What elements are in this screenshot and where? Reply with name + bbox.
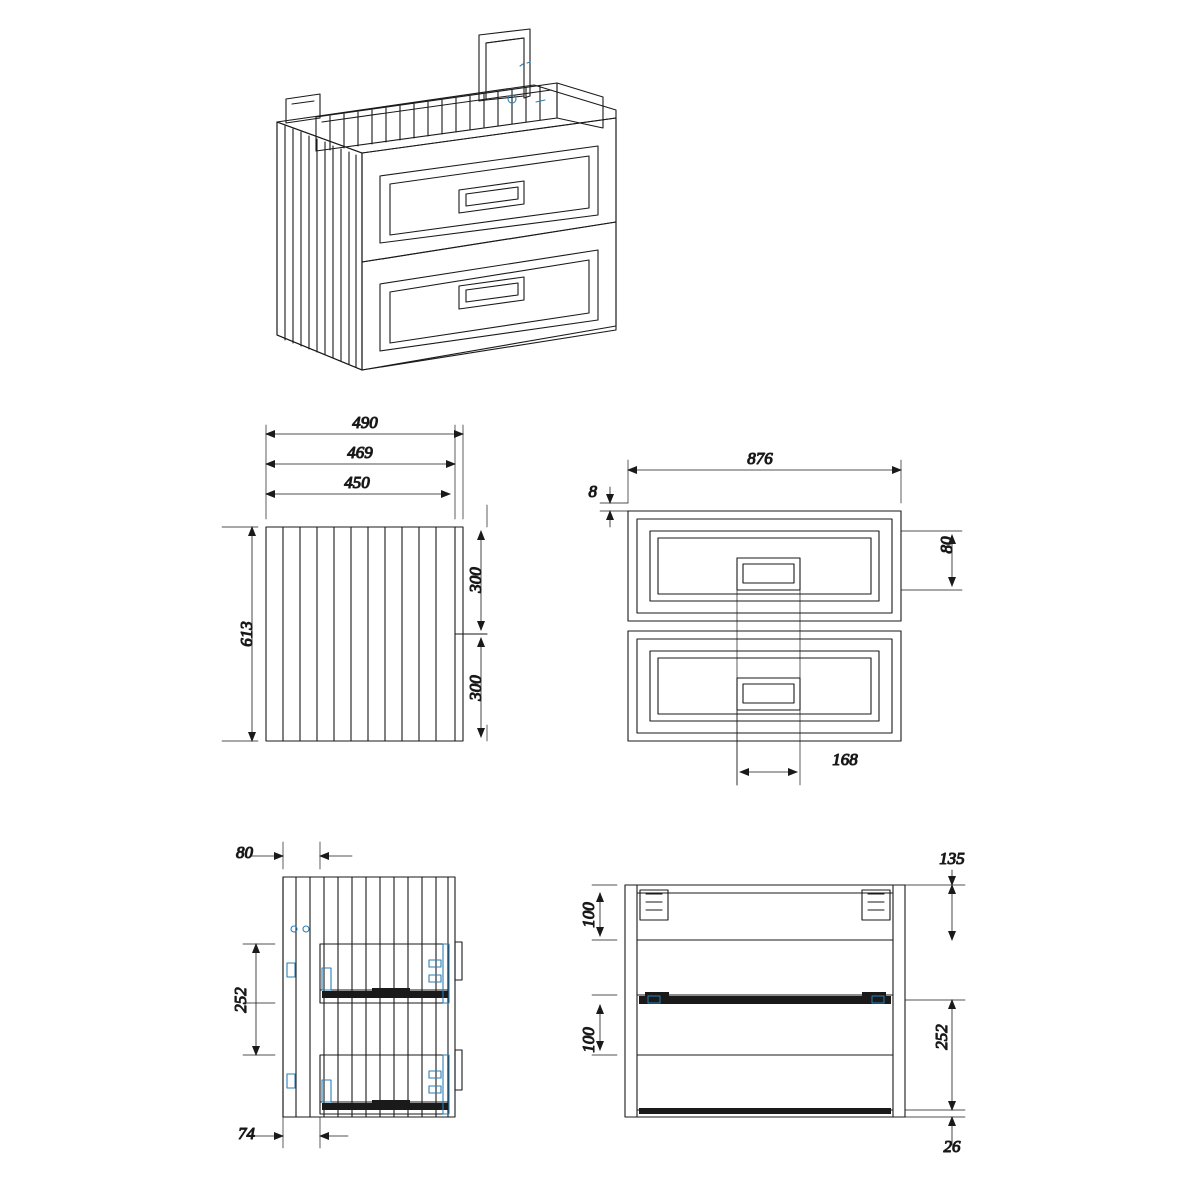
dim-height-613: 613 xyxy=(237,621,256,647)
dim-upper-100: 100 xyxy=(579,902,598,928)
front-elevation-view xyxy=(589,449,963,785)
dim-depth-469: 469 xyxy=(347,443,373,462)
dim-runner-252: 252 xyxy=(231,987,250,1013)
dim-drawer-lower-300: 300 xyxy=(466,675,485,701)
dim-width-876: 876 xyxy=(747,449,773,468)
dim-top-135: 135 xyxy=(939,849,965,868)
side-section-view xyxy=(231,842,462,1148)
dim-bottom-26: 26 xyxy=(943,1137,961,1156)
front-section-view xyxy=(579,849,965,1156)
dim-offset-80: 80 xyxy=(236,843,253,862)
dim-drawer-upper-300: 300 xyxy=(466,567,485,593)
dim-handle-width-168: 168 xyxy=(832,750,858,769)
dim-lower-100: 100 xyxy=(579,1027,598,1053)
dim-base-74: 74 xyxy=(238,1124,255,1143)
dim-depth-490: 490 xyxy=(352,413,378,432)
side-elevation-view xyxy=(222,413,487,741)
dim-runner-252-front: 252 xyxy=(932,1024,951,1050)
dim-gap-8: 8 xyxy=(588,482,597,501)
isometric-view xyxy=(277,29,616,370)
dim-depth-450: 450 xyxy=(344,473,370,492)
dim-handle-height-80: 80 xyxy=(937,536,956,554)
